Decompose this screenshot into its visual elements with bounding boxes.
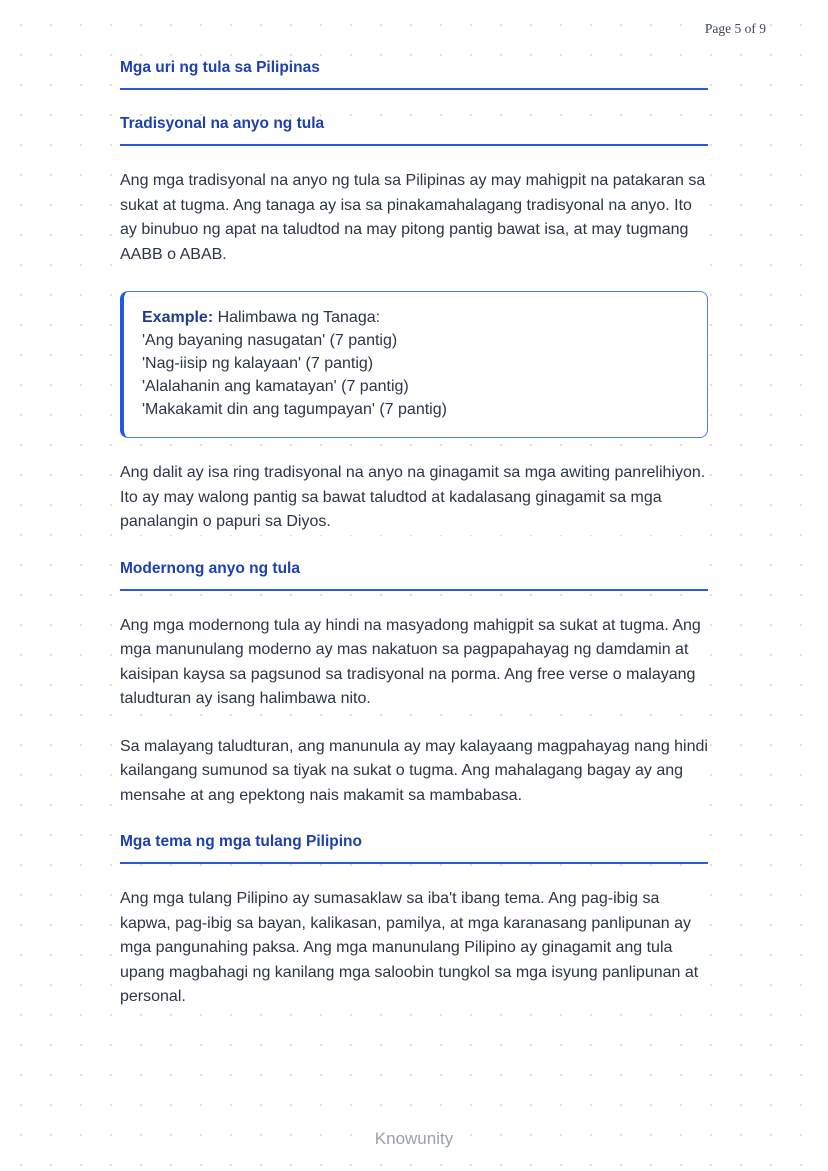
paragraph-dalit: Ang dalit ay isa ring tradisyonal na anyo na ginagamit sa mga awiting panrelihiyon. Ito ay may walong pantig sa bawat taludtod at kadalasang ginagamit sa mga panalangin o papuri sa Diyos.	[120, 461, 708, 535]
paragraph-tradisyonal: Ang mga tradisyonal na anyo ng tula sa Pilipinas ay may mahigpit na patakaran sa sukat at tugma. Ang tanaga ay isa sa pinakamahalagang tradisyonal na anyo. Ito ay binubuo ng apat na taludtod na may pitong pantig bawat isa, at may tugmang AABB o ABAB.	[120, 169, 708, 267]
example-line-3: 'Alalahanin ang kamatayan' (7 pantig)	[142, 378, 409, 395]
page-footer	[0, 1129, 828, 1149]
example-intro-line	[142, 306, 687, 329]
example-label: Example:	[142, 309, 214, 326]
example-line-2: 'Nag-iisip ng kalayaan' (7 pantig)	[142, 355, 374, 372]
paragraph-malayang-taludturan: Sa malayang taludturan, ang manunula ay may kalayaang magpahayag nang hindi kailangang sumunod sa tiyak na sukat o tugma. Ang mahalagang bagay ay ang mensahe at ang epektong nais makamit sa mambabasa.	[120, 735, 708, 809]
paragraph-modernong-tula: Ang mga modernong tula ay hindi na masyadong mahigpit sa sukat at tugma. Ang mga manunulang moderno ay mas nakatuon sa pagpapahayag ng damdamin at kaisipan kaysa sa pagsunod sa tradisyonal na porma. Ang free verse o malayang taludturan ay isang halimbawa nito.	[120, 614, 708, 712]
example-intro: Halimbawa ng Tanaga:	[217, 309, 381, 326]
section-heading-mga-tema: Mga tema ng mga tulang Pilipino	[120, 834, 708, 864]
section-heading-modernong-anyo: Modernong anyo ng tula	[120, 561, 708, 591]
footer-brand: Knowunity	[369, 1129, 459, 1149]
section-heading-tradisyonal-na-anyo: Tradisyonal na anyo ng tula	[120, 116, 708, 146]
example-box	[120, 291, 708, 438]
section-heading-mga-uri-ng-tula: Mga uri ng tula sa Pilipinas	[120, 60, 708, 90]
example-line-4: 'Makakamit din ang tagumpayan' (7 pantig)	[142, 401, 447, 418]
page-indicator: Page 5 of 9	[704, 21, 766, 36]
example-line-1: 'Ang bayaning nasugatan' (7 pantig)	[142, 332, 398, 349]
paragraph-mga-tema: Ang mga tulang Pilipino ay sumasaklaw sa iba't ibang tema. Ang pag-ibig sa kapwa, pag-ibig sa bayan, kalikasan, pamilya, at mga karanasang panlipunan ay mga pangunahing paksa. Ang mga manunulang Pilipino ay ginagamit ang tula upang magbahagi ng kanilang mga saloobin tungkol sa mga isyung panlipunan at personal.	[120, 887, 708, 1010]
